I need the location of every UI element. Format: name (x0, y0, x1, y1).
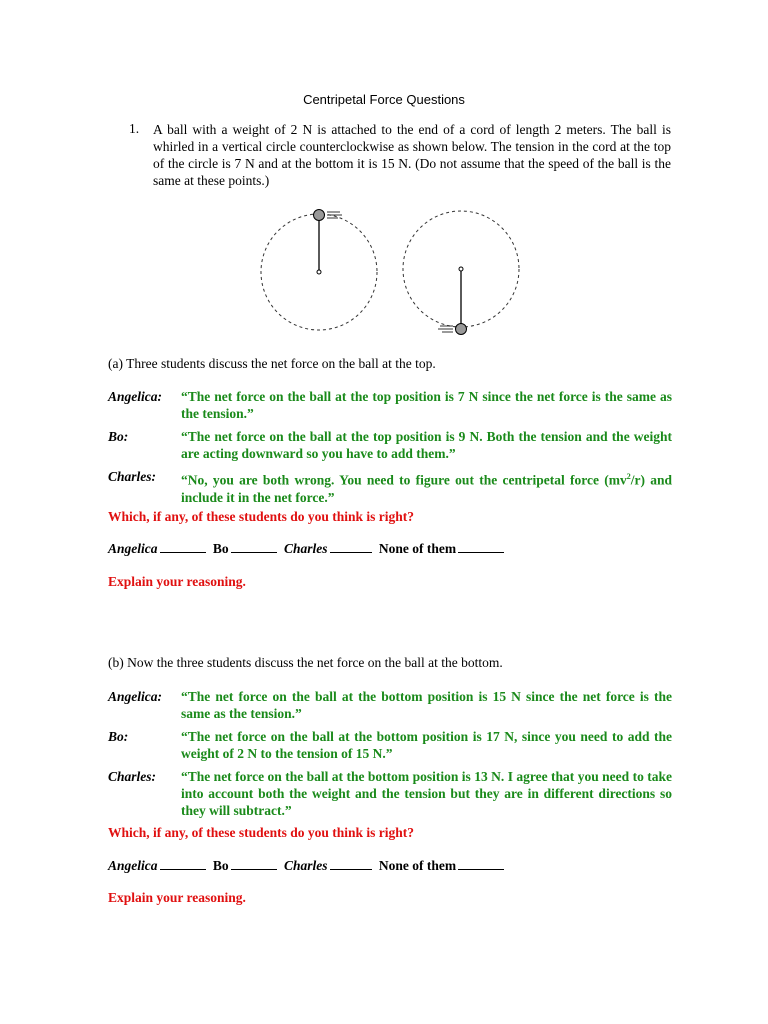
part-a-explain: Explain your reasoning. (108, 574, 246, 589)
answer-blank-bo[interactable] (231, 542, 277, 553)
left-motion-lines (327, 212, 342, 218)
statement-quote: “The net force on the ball at the bottom position is 15 N since the net force is the same as the tension.” (181, 689, 672, 721)
vertical-circle-diagram (250, 200, 530, 340)
page-title: Centripetal Force Questions (303, 92, 465, 107)
part-b-prompt: (b) Now the three students discuss the net force on the ball at the bottom. (108, 655, 503, 670)
answer-blank-angelica[interactable] (160, 542, 206, 553)
part-a-prompt: (a) Three students discuss the net force on the ball at the top. (108, 356, 436, 371)
speaker-label: Angelica: (108, 689, 162, 704)
left-pivot (317, 270, 321, 274)
answer-blank-none[interactable] (458, 542, 504, 553)
statement-quote (181, 468, 672, 506)
statement-quote: “The net force on the ball at the bottom position is 17 N, since you need to add the weight of 2 N to the tension of 15 N.” (181, 729, 672, 761)
part-a-answer-options (108, 541, 508, 557)
option-none: None of them (378, 541, 457, 556)
option-angelica: Angelica (108, 541, 158, 556)
speaker-label: Bo: (108, 729, 129, 744)
question-text: A ball with a weight of 2 N is attached to the end of a cord of length 2 meters. The ball is whirled in a vertical circle counterclockwise as shown below. The tension in the cord at the top of the circle is 7 N and at the bottom it is 15 N. (Do not assume that the speed of the ball is the same at these points.) (153, 122, 671, 188)
option-none: None of them (378, 858, 457, 873)
part-b-explain: Explain your reasoning. (108, 890, 246, 905)
answer-blank-charles[interactable] (330, 542, 372, 553)
answer-blank-charles[interactable] (330, 859, 372, 870)
right-ball (456, 324, 467, 335)
answer-blank-angelica[interactable] (160, 859, 206, 870)
speaker-label: Angelica: (108, 389, 162, 404)
option-charles: Charles (284, 858, 328, 873)
quote-part: /r) and include it in the net force.” (181, 472, 672, 505)
option-charles: Charles (284, 541, 328, 556)
option-bo: Bo (212, 858, 229, 873)
right-motion-lines (438, 326, 453, 332)
part-b-which-question: Which, if any, of these students do you think is right? (108, 825, 415, 840)
statement-quote: “The net force on the ball at the top position is 7 N since the net force is the same as the tension.” (181, 389, 672, 421)
speaker-label: Charles: (108, 769, 157, 784)
left-ball (314, 210, 325, 221)
speaker-label: Bo: (108, 429, 129, 444)
option-bo: Bo (212, 541, 229, 556)
superscript: 2 (626, 472, 631, 481)
option-angelica: Angelica (108, 858, 158, 873)
right-pivot (459, 267, 463, 271)
statement-quote: “The net force on the ball at the bottom position is 13 N. I agree that you need to take into account both the weight and the tension but they are in different directions so they will subtract.” (181, 769, 672, 818)
speaker-label: Charles: (108, 469, 157, 484)
part-b-answer-options (108, 858, 508, 874)
part-a-which-question: Which, if any, of these students do you think is right? (108, 509, 415, 524)
answer-blank-none[interactable] (458, 859, 504, 870)
answer-blank-bo[interactable] (231, 859, 277, 870)
question-number: 1. (129, 121, 140, 136)
statement-quote: “The net force on the ball at the top position is 9 N. Both the tension and the weight are acting downward so you have to add them.” (181, 429, 672, 461)
quote-part: “No, you are both wrong. You need to figure out the centripetal force (mv (181, 472, 627, 488)
